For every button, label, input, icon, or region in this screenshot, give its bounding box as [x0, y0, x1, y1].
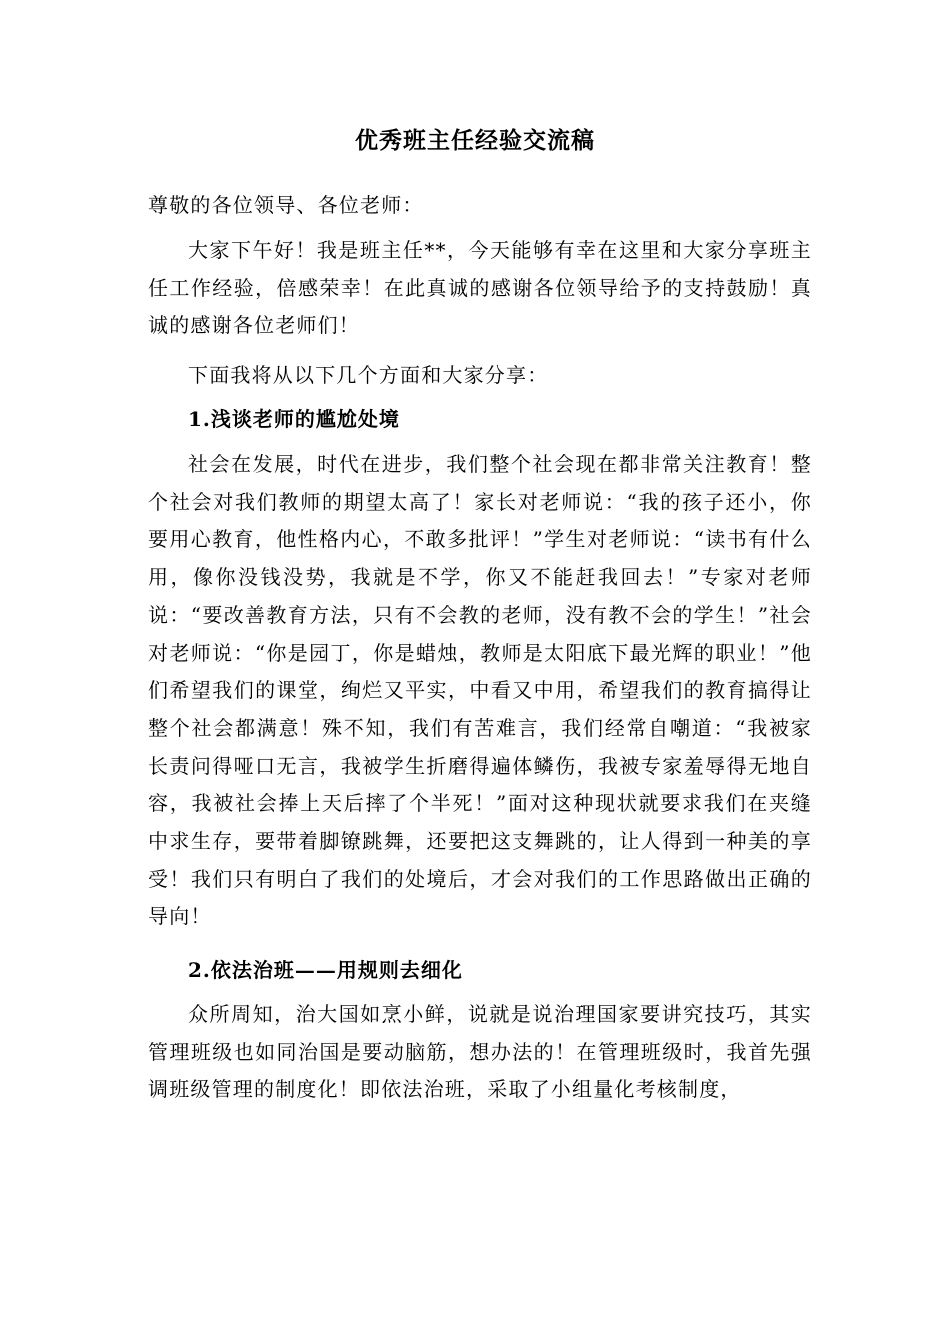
intro-paragraph: 大家下午好！我是班主任**，今天能够有幸在这里和大家分享班主任工作经验，倍感荣幸！在此真诚的感谢各位领导给予的支持鼓励！真诚的感谢各位老师们！: [148, 238, 812, 338]
section-2-heading: 2.依法治班——用规则去细化: [188, 958, 463, 982]
share-intro-paragraph: 下面我将从以下几个方面和大家分享：: [188, 363, 549, 387]
section-1-heading: 1.浅谈老师的尴尬处境: [188, 407, 400, 431]
section-1-body: 社会在发展，时代在进步，我们整个社会现在都非常关注教育！整个社会对我们教师的期望太高了！家长对老师说：“我的孩子还小，你要用心教育，他性格内心，不敢多批评！”学生对老师说：“读书有什么用，像你没钱没势，我就是不学，你又不能赶我回去！”专家对老师说：“要改善教育方法，只有不会教的老师，没有教不会的学生！”社会对老师说：“你是园丁，你是蜡烛，教师是太阳底下最光辉的职业！”他们希望我们的课堂，绚烂又平实，中看又中用，希望我们的教育搞得让整个社会都满意！殊不知，我们有苦难言，我们经常自嘲道：“我被家长责问得哑口无言，我被学生折磨得遍体鳞伤，我被专家羞辱得无地自容，我被社会捧上天后摔了个半死！”面对这种现状就要求我们在夹缝中求生存，要带着脚镣跳舞，还要把这支舞跳的，让人得到一种美的享受！我们只有明白了我们的处境后，才会对我们的工作思路做出正确的导向！: [148, 452, 812, 929]
greeting-paragraph: 尊敬的各位领导、各位老师：: [148, 193, 424, 217]
section-2-body: 众所周知，治大国如烹小鲜，说就是说治理国家要讲究技巧，其实管理班级也如同治国是要动脑筋，想办法的！在管理班级时，我首先强调班级管理的制度化！即依法治班，采取了小组量化考核制度，: [148, 1002, 812, 1102]
document-title: 优秀班主任经验交流稿: [355, 127, 595, 154]
